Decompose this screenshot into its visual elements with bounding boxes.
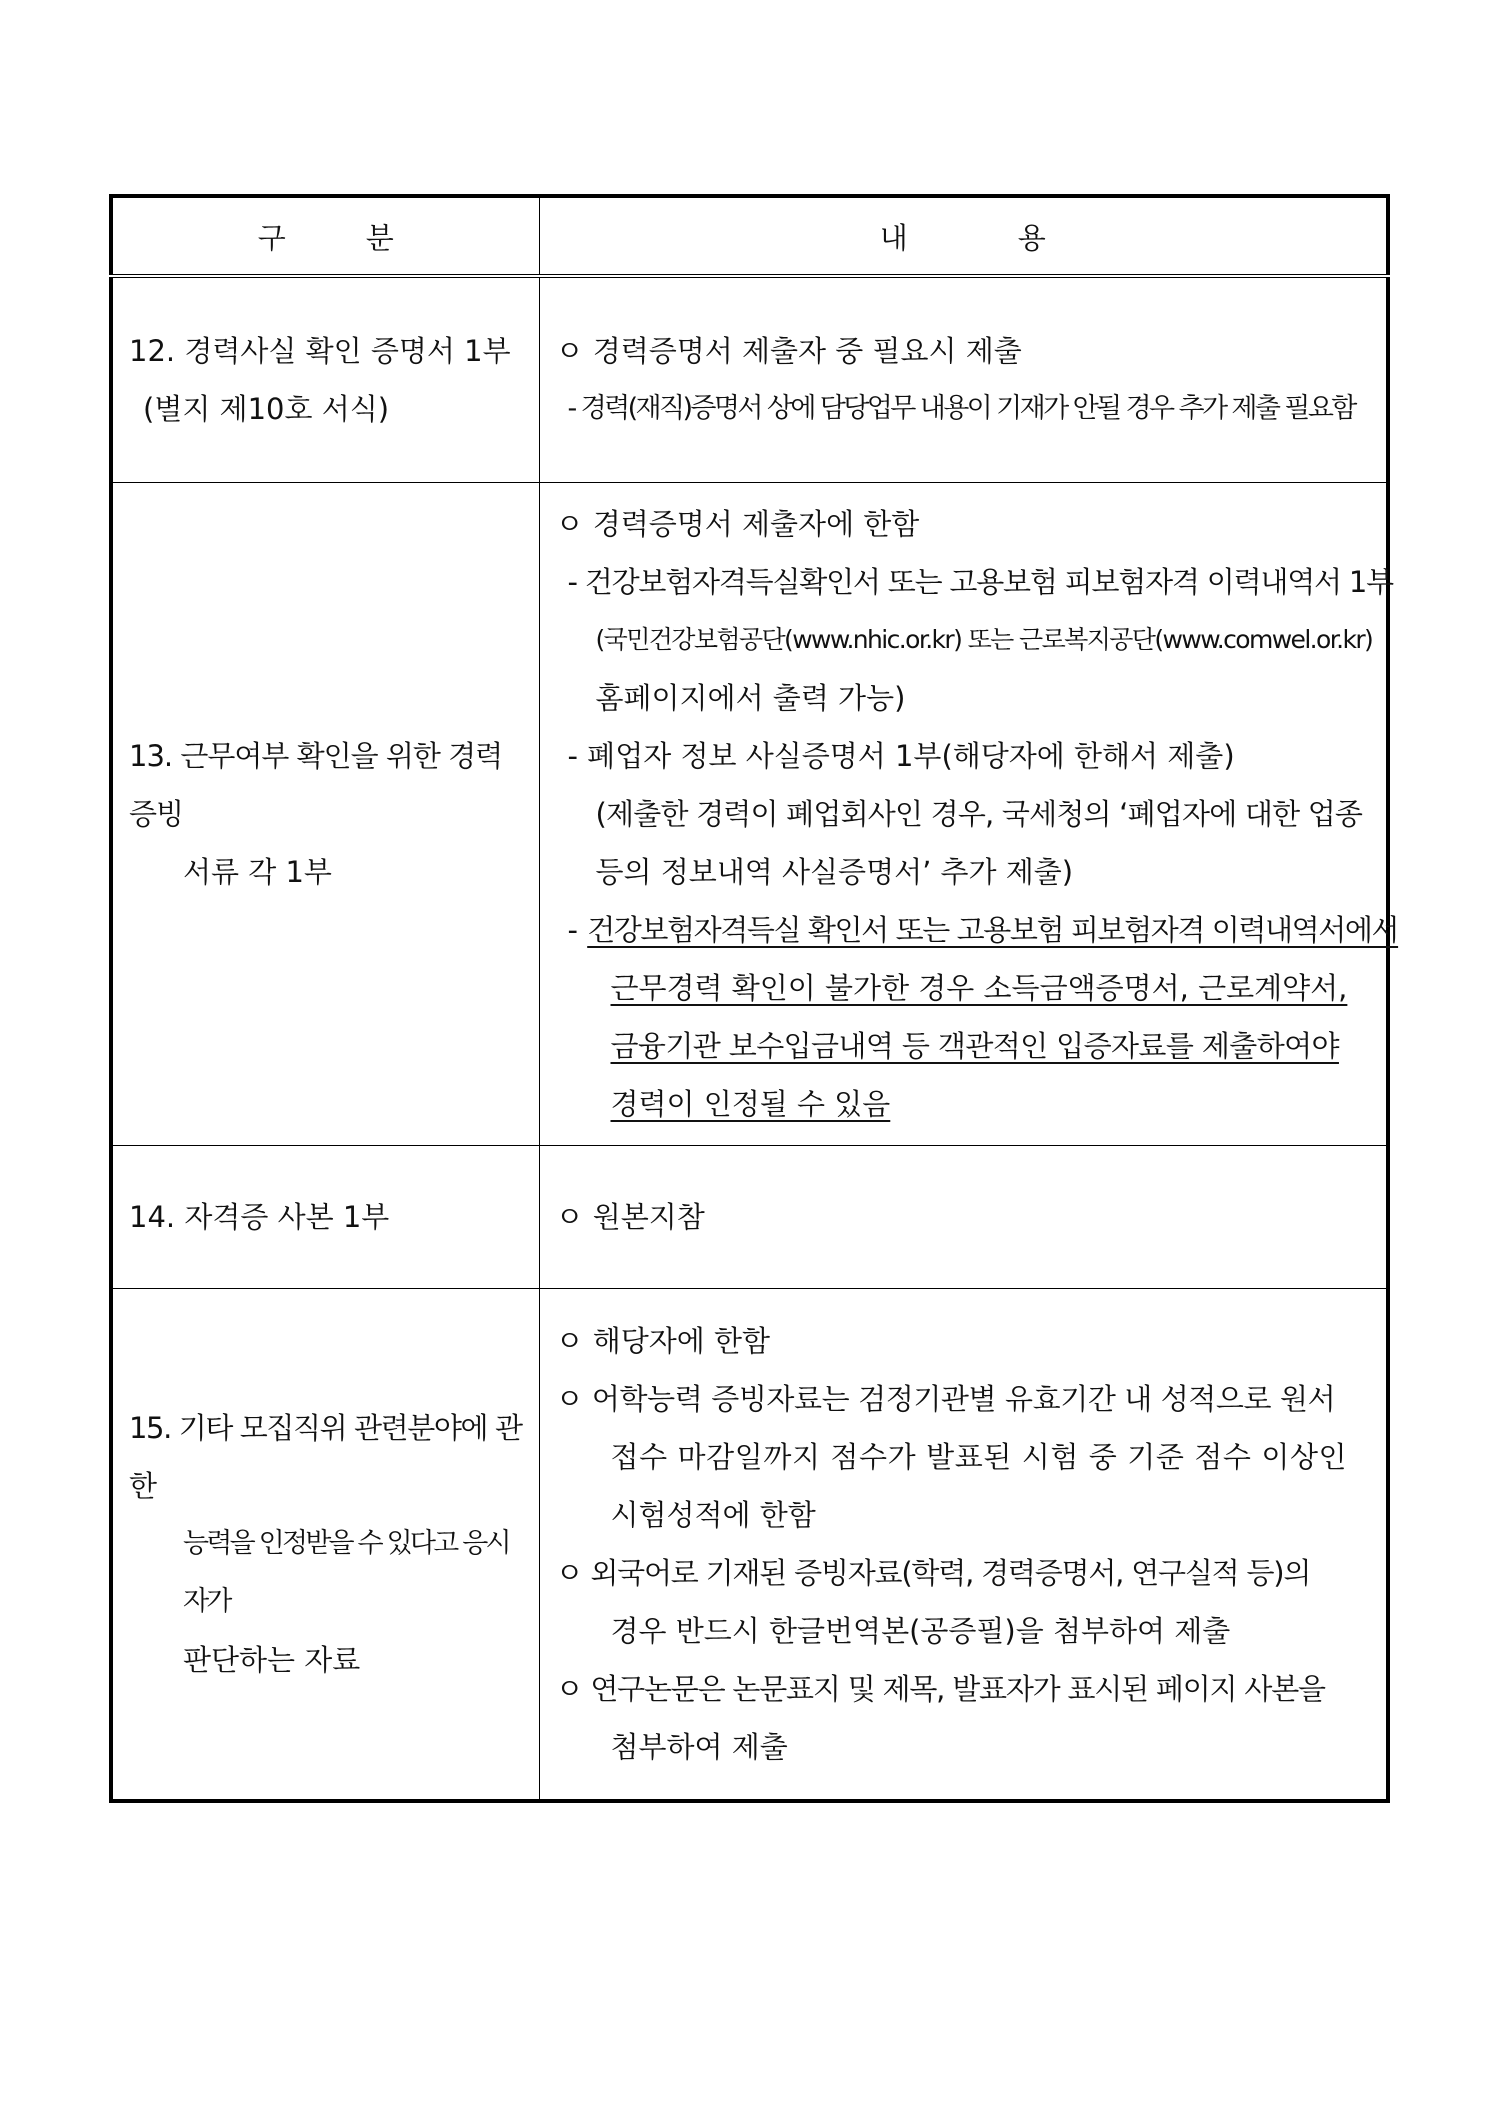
row-13-item-3: (국민건강보험공단(www.nhic.or.kr) 또는 근로복지공단(www.comwel.or.kr)	[595, 625, 1373, 654]
row-15-item-6: 경우 반드시 한글번역본(공증필)을 첨부하여 제출	[610, 1614, 1231, 1648]
table-row-14	[111, 1146, 1388, 1289]
row-15-item-3: 접수 마감일까지 점수가 발표된 시험 중 기준 점수 이상인	[610, 1440, 1348, 1474]
row-12-item-1: ㅇ 경력증명서 제출자 중 필요시 제출	[555, 334, 1022, 368]
row-15-title: 15. 기타 모집직위 관련분야에 관한	[129, 1411, 522, 1503]
row-15-item-4: 시험성적에 한함	[610, 1498, 816, 1532]
header-category	[111, 196, 539, 276]
row-15-item-1: ㅇ 해당자에 한함	[555, 1324, 771, 1358]
row-13-item-1: ㅇ 경력증명서 제출자에 한함	[555, 507, 920, 541]
table-row-12	[111, 276, 1388, 483]
row-13-item-2: - 건강보험자격득실확인서 또는 고용보험 피보험자격 이력내역서 1부	[567, 565, 1393, 599]
row-14-title: 14. 자격증 사본 1부	[129, 1200, 390, 1234]
row-13-item-8	[556, 901, 1399, 959]
row-12-subtitle: (별지 제10호 서식)	[143, 392, 390, 426]
header-category-char1: 구	[257, 220, 286, 255]
row-15-content	[539, 1289, 1388, 1802]
row-12-item-2: - 경력(재직)증명서 상에 담당업무 내용이 기재가 안될 경우 추가 제출 필요함	[567, 393, 1355, 424]
row-13-item-10: 금융기관 보수입금내역 등 객관적인 입증자료를 제출하여야	[610, 1029, 1339, 1063]
table-row-13	[111, 483, 1388, 1146]
row-13-title: 13. 근무여부 확인을 위한 경력 증빙	[129, 739, 503, 831]
row-13-category	[111, 483, 539, 1146]
row-13-item-7: 등의 정보내역 사실증명서’ 추가 제출)	[595, 855, 1074, 889]
header-content	[539, 196, 1388, 276]
row-12-content	[539, 276, 1388, 483]
row-15-line-2: 능력을 인정받을 수 있다고 응시자가	[183, 1528, 509, 1617]
row-14-item-1: ㅇ 원본지참	[555, 1200, 705, 1234]
row-15-category	[111, 1289, 539, 1802]
table-header-row	[111, 196, 1388, 276]
row-15-item-8: 첨부하여 제출	[610, 1730, 788, 1764]
row-13-item-9: 근무경력 확인이 불가한 경우 소득금액증명서, 근로계약서,	[610, 971, 1348, 1005]
row-14-content	[539, 1146, 1388, 1289]
row-12-title: 12. 경력사실 확인 증명서 1부	[129, 334, 511, 368]
row-13-item-8-text: 건강보험자격득실 확인서 또는 고용보험 피보험자격 이력내역서에서	[587, 913, 1399, 947]
row-15-item-5: ㅇ 외국어로 기재된 증빙자료(학력, 경력증명서, 연구실적 등)의	[555, 1556, 1311, 1590]
row-13-item-4: 홈페이지에서 출력 가능)	[595, 681, 906, 715]
row-13-content	[539, 483, 1399, 1146]
document-table	[109, 194, 1399, 1803]
row-12-category	[111, 276, 539, 483]
row-15-item-2: ㅇ 어학능력 증빙자료는 검정기관별 유효기간 내 성적으로 원서	[555, 1382, 1336, 1416]
row-13-item-11: 경력이 인정될 수 있음	[610, 1087, 891, 1121]
row-13-item-5: - 폐업자 정보 사실증명서 1부(해당자에 한해서 제출)	[567, 739, 1235, 773]
row-15-line-3: 판단하는 자료	[183, 1643, 361, 1677]
row-13-item-6: (제출한 경력이 폐업회사인 경우, 국세청의 ‘폐업자에 대한 업종	[595, 797, 1363, 831]
header-content-char2: 용	[1017, 220, 1046, 255]
row-15-item-7: ㅇ 연구논문은 논문표지 및 제목, 발표자가 표시된 페이지 사본을	[555, 1672, 1325, 1706]
header-content-char1: 내	[879, 220, 908, 255]
row-13-item-8-dash: -	[567, 913, 588, 947]
table-row-15	[111, 1289, 1388, 1802]
header-category-char2: 분	[365, 220, 394, 255]
row-14-category	[111, 1146, 539, 1289]
row-13-subtitle: 서류 각 1부	[183, 855, 332, 889]
